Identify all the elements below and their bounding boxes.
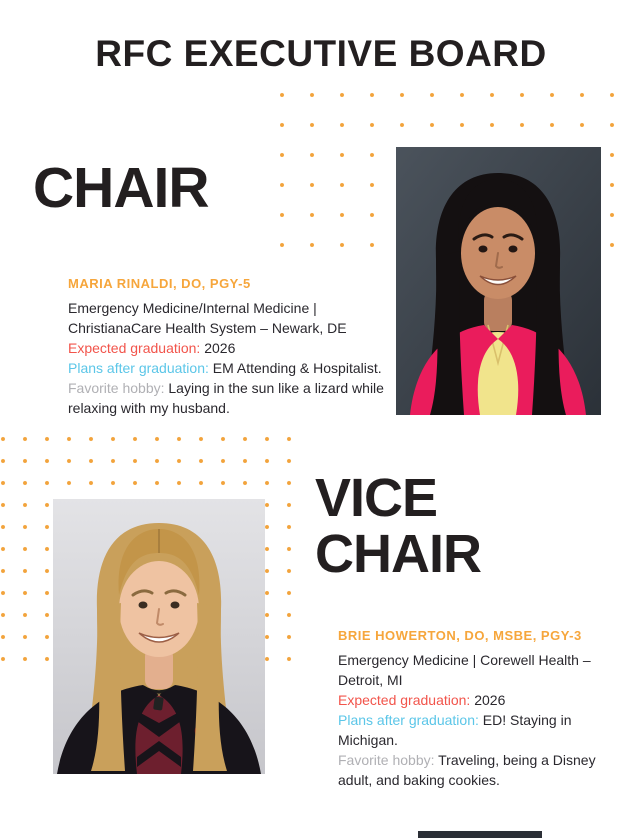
plans-label: Plans after graduation:	[68, 360, 209, 376]
member-hobby	[338, 750, 603, 790]
member-plans	[338, 710, 603, 750]
graduation-label: Expected graduation:	[68, 340, 201, 356]
member-card-vice-chair	[338, 628, 603, 790]
member-hobby	[68, 378, 413, 418]
hobby-label: Favorite hobby:	[338, 752, 435, 768]
member-card-chair	[68, 276, 413, 418]
plans-label: Plans after graduation:	[338, 712, 479, 728]
member-program	[68, 298, 413, 338]
next-portrait-top-edge	[418, 831, 542, 838]
plans-value: EM Attending & Hospitalist.	[212, 360, 382, 376]
hobby-value: Laying in the sun like a lizard while relaxing with my husband.	[68, 380, 384, 416]
member-program	[338, 650, 603, 690]
program-text: Emergency Medicine | Corewell Health – Detroit, MI	[338, 652, 591, 688]
graduation-value: 2026	[204, 340, 236, 356]
hobby-value: Traveling, being a Disney adult, and baking cookies.	[338, 752, 596, 788]
graduation-value: 2026	[474, 692, 506, 708]
member-graduation	[338, 690, 603, 710]
role-heading-chair: CHAIR	[33, 156, 209, 220]
portrait-photo-chair	[396, 147, 601, 415]
page-title: RFC EXECUTIVE BOARD	[95, 33, 547, 74]
hobby-label: Favorite hobby:	[68, 380, 165, 396]
portrait-chair-illustration	[396, 147, 601, 415]
portrait-vice-chair-illustration	[53, 499, 265, 774]
member-name: BRIE HOWERTON, DO, MSBE, PGY-3	[338, 628, 582, 643]
graduation-label: Expected graduation:	[338, 692, 471, 708]
role-heading-vice-chair: VICE CHAIR	[315, 468, 481, 584]
member-plans	[68, 358, 413, 378]
program-text: Emergency Medicine/Internal Medicine | ChristianaCare Health System – Newark, DE	[68, 300, 347, 336]
plans-value: ED! Staying in Michigan.	[338, 712, 572, 748]
portrait-photo-vice-chair	[53, 499, 265, 774]
member-graduation	[68, 338, 413, 358]
member-name: MARIA RINALDI, DO, PGY-5	[68, 276, 251, 291]
